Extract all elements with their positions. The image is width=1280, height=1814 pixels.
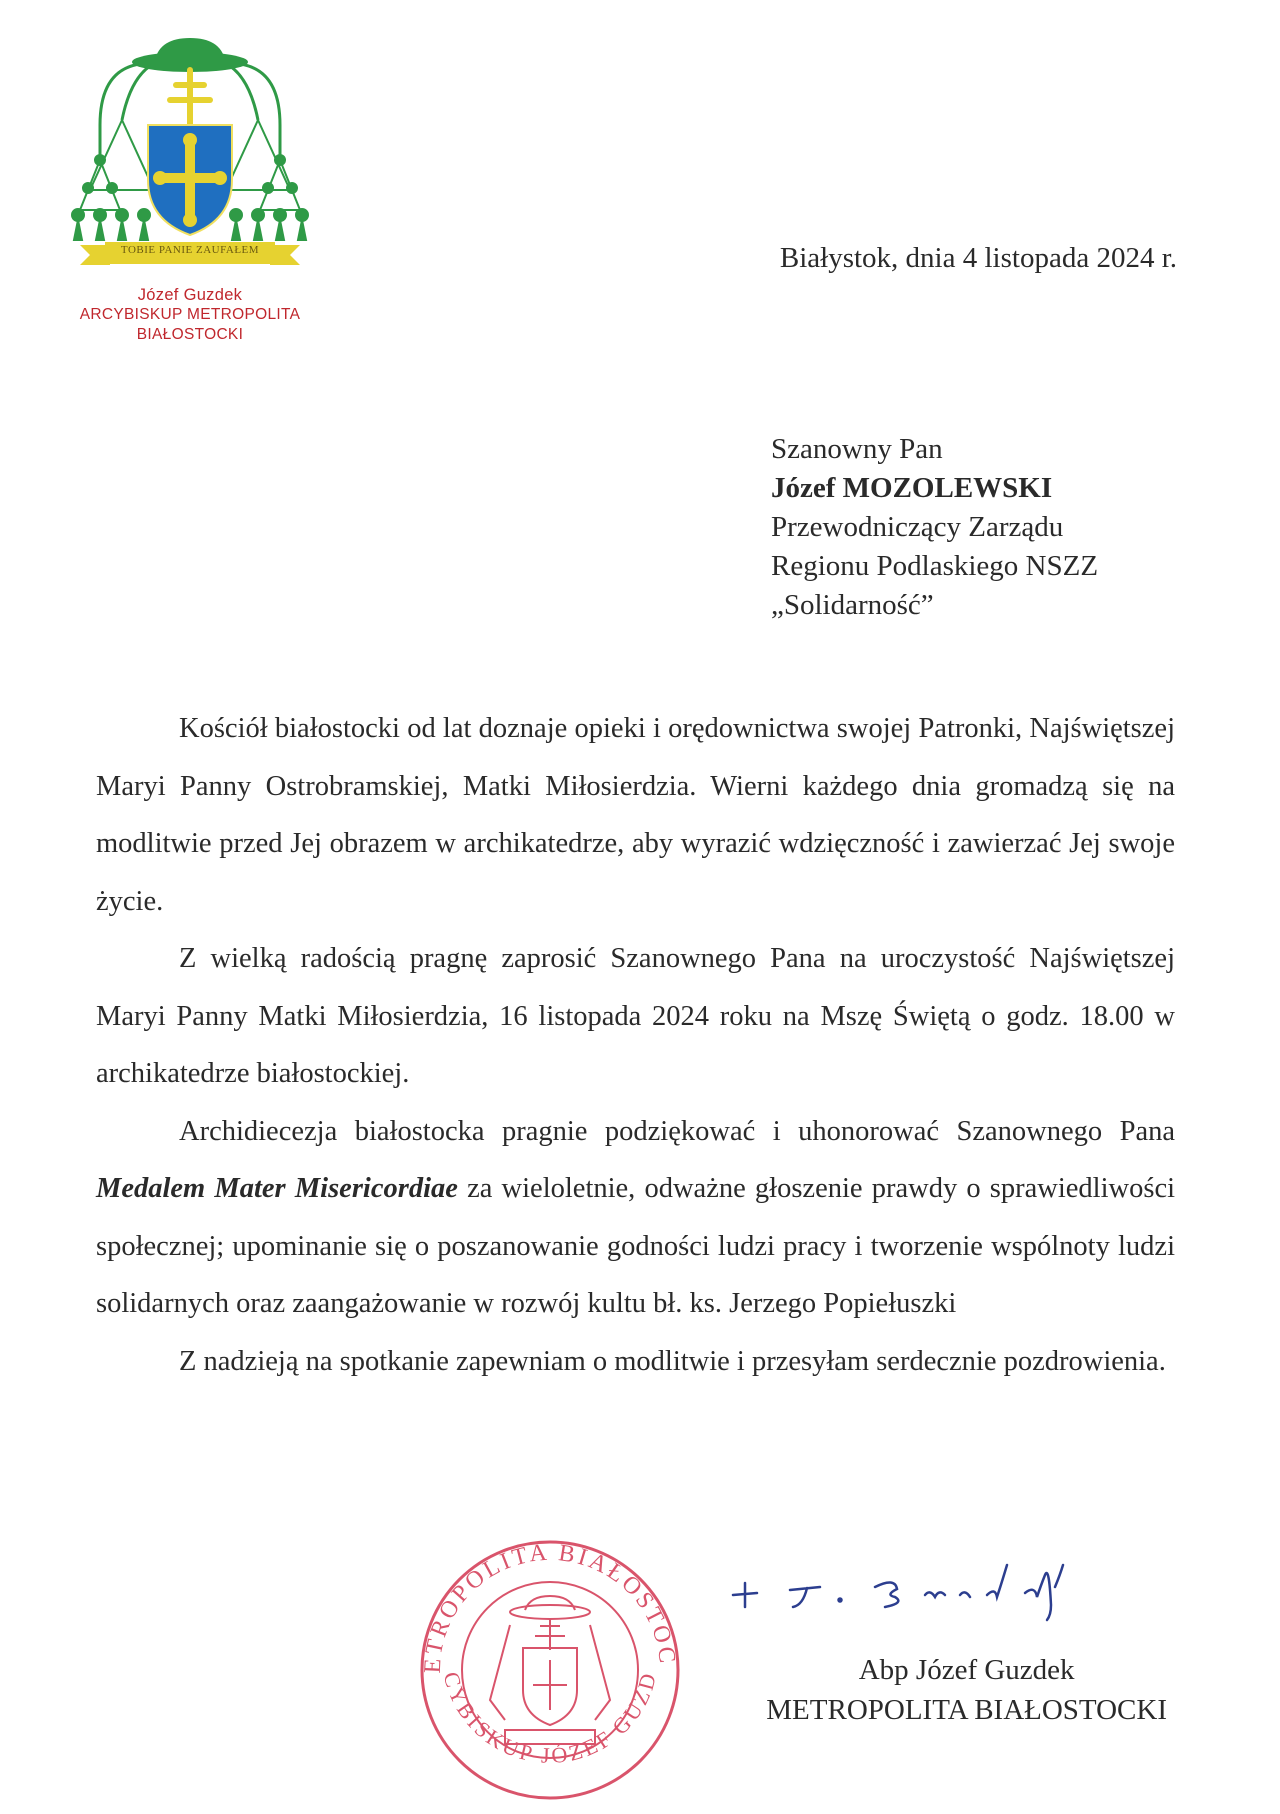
signer-title: METROPOLITA BIAŁOSTOCKI — [766, 1694, 1167, 1726]
svg-text:METROPOLITA BIAŁOSTOCKI: ETROPOLITA BIAŁOSTOC — [419, 1539, 681, 1674]
issuer-title-line2: BIAŁOSTOCKI — [136, 326, 244, 343]
recipient-name: Józef MOZOLEWSKI — [771, 472, 1053, 504]
body-paragraph-2: Z wielką radością pragnę zaprosić Szanownego Pana na uroczystość Najświętszej Maryi Panny Matki Miłosierdzia, 16 listopada 2024 roku na Mszę Świętą o godz. 18.00 w archikatedrze białostockiej. — [96, 943, 1175, 1089]
body-paragraph-4: Z nadzieją na spotkanie zapewniam o modlitwie i przesyłam serdecznie pozdrowienia. — [179, 1345, 1166, 1377]
letter-body — [96, 700, 1175, 1390]
recipient-block — [771, 430, 1098, 625]
body-paragraph-3 — [96, 1103, 1175, 1333]
issuer-block — [60, 285, 320, 345]
handwritten-signature — [725, 1545, 1115, 1625]
recipient-position-line1: Przewodniczący Zarządu — [771, 511, 1064, 543]
letter-date: Białystok, dnia 4 listopada 2024 r. — [779, 242, 1177, 274]
issuer-name: Józef Guzdek — [137, 286, 243, 304]
recipient-position-line2: Regionu Podlaskiego NSZZ — [771, 550, 1099, 582]
signer-name: Abp Józef Guzdek — [858, 1654, 1075, 1686]
official-seal-stamp — [405, 1530, 695, 1800]
recipient-salutation: Szanowny Pan — [771, 433, 943, 465]
signer-block — [766, 1650, 1167, 1730]
medal-name: Medalem Mater Misericordiae — [96, 1173, 458, 1204]
issuer-title-line1: ARCYBISKUP METROPOLITA — [79, 306, 301, 323]
body-paragraph-3-end: za wieloletnie, odważne głoszenie prawdy o sprawiedliwości społecznej; upominanie się o poszanowanie godności ludzi pracy i tworzenie wspólnoty ludzi solidarnych oraz zaangażowanie w rozwój kultu bł. ks. Jerzego Popiełuszki — [96, 1173, 1176, 1319]
body-paragraph-1: Kościół białostocki od lat doznaje opieki i orędownictwa swojej Patronki, Najświętszej Maryi Panny Ostrobramskiej, Matki Miłosierdzia. Wierni każdego dnia gromadzą się na modlitwie przed Jej obrazem w archikatedrze, aby wyrazić wdzięczność i zawierzać Jej swoje życie. — [96, 713, 1175, 917]
body-paragraph-3-start: Archidiecezja białostocka pragnie podziękować i uhonorować Szanownego Pana — [179, 1115, 1175, 1147]
recipient-organization: „Solidarność” — [771, 589, 934, 621]
motto-ribbon-text: TOBIE PANIE ZAUFAŁEM — [120, 244, 260, 256]
svg-text:ARCYBISKUP JÓZEF GUZDEK: CYBISKUP JÓZEF GUZD — [438, 1668, 662, 1769]
